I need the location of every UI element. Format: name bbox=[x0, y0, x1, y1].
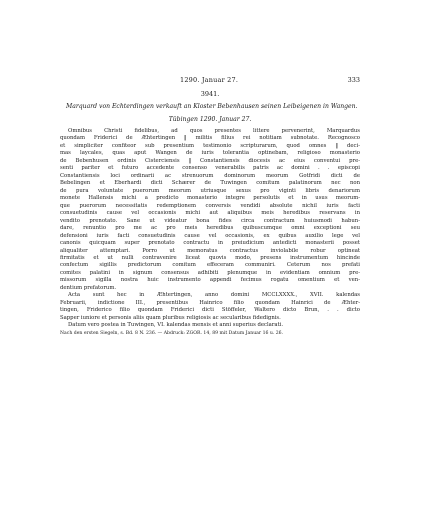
body-text-line: Acta sunt hec in Æhtertingen, anno domini MCCLXXXX., XVII. kalendas bbox=[68, 292, 360, 299]
body-text-line: dentium prefatorum. bbox=[60, 284, 117, 291]
body-text-line: vendito prenotato. Sane ut videatur bona fides circa contractum huiusmodi habun- bbox=[60, 217, 360, 224]
document-number: 3941. bbox=[200, 90, 220, 98]
body-text-line: dare, renuntio pro me ac pro meis heredibus quibuscumque omni exceptioni seu bbox=[60, 225, 360, 232]
body-text-line: tingen, Friderico filio quondam Friderici dicti Stöffeler, Waltero dicto Brun, . . dicto bbox=[60, 307, 360, 314]
body-text-line: Februarii, indictione III., presentibus Hainrico filio quondam Hainrici de Æhter- bbox=[60, 299, 360, 306]
body-text-line: missorum sigilla nostra huic instrumento appendi fecimus rogatu omentium et ven- bbox=[60, 277, 360, 284]
body-text-line: quondam Friderici de Æhtertingen ‖ militis filius rei notitiam subnotate. Recognosco bbox=[60, 135, 360, 142]
body-text-line: confectum sigillis predictorum comitum effeceram communiri. Ceterum nos prefati bbox=[60, 262, 360, 269]
document-summary: Marquard von Echterdingen verkauft an Kloster Bebenhausen seinen Leibeigenen in Wangen. bbox=[66, 103, 358, 110]
body-text-line: aliqualiter attemptari. Porro ut memoratus contractus inviolabile robur optineat bbox=[60, 247, 360, 254]
footnote-line: Nach den ersten Siegeln, s. Bd. 8 N. 236. — Abdruck: ZGOR. 14, 89 mit Datum Januar 16 u. 26. bbox=[60, 330, 284, 336]
body-text-line: mas laycales, quas aput Wangen de iuris tolerantia optinebam, religioso monasterio bbox=[60, 150, 360, 157]
body-text-line: Datum vero postea in Tuwingen, VI. kalendas mensis et anni superius declarati. bbox=[68, 322, 284, 329]
body-text-line: Omnibus Christi fidelibus, ad quos presentes littere pervenerint, Marquardus bbox=[68, 128, 360, 134]
body-text-line: defensioni iuris facti consuetudinis cause vel occasionis, ex quibus auxilio lege vel bbox=[60, 232, 360, 239]
header-date: 1290. Januar 27. bbox=[180, 76, 239, 84]
place-and-date: Tübingen 1290. Januar 27. bbox=[168, 116, 252, 123]
page-number: 333 bbox=[347, 76, 360, 84]
body-text-line: firmitatis et ut nulli contravenire liceat quovis modo, presens instrumentum hincinde bbox=[60, 254, 360, 261]
body-text-line: et simpliciter confiteor sub presentium testimonio scripturarum, quod omnes ‖ deci- bbox=[60, 142, 360, 149]
body-text-line: que puerorum necessitatis redemptionem conversis vendidi absolute nichil iuris facti bbox=[60, 202, 360, 209]
body-text-line: Sapper iuniore et personis aliis quam pluribus religiosis ac secularibus fidedignis. bbox=[60, 314, 281, 321]
body-text-line: monete Hallensis michi a predicto monasterio integre persolutis et in usus meorum- bbox=[60, 195, 360, 202]
body-text-line: canonis quicquam super prenotato contractu in preiudicium antedicti monasterii posset bbox=[60, 240, 360, 247]
body-text-line: Bebelingen et Eberhardi dicti Schærer de Tuwingen comitum palatinorum nec non bbox=[60, 180, 360, 187]
body-text-line: comites palatini in signum consensus adhibiti plenumque in evidentiam omnium pre- bbox=[60, 269, 360, 276]
body-text-line: consuetudinis cause vel occasionis michi aut aliquibus meis heredibus reservans in bbox=[60, 210, 360, 217]
body-text-line: senti pariter et futuro accedente consenso venerabilis patris ac domini . . episcopi bbox=[60, 165, 360, 172]
body-text-line: de pura voluntate puerorum meorum utriusque sexus pro viginti libris denariorum bbox=[60, 187, 360, 194]
body-text-line: de Bebenhusen ordinis Cisterciensis ‖ Constantiensis diocesis ac eius conventui pre- bbox=[60, 157, 360, 164]
page-header bbox=[60, 76, 360, 84]
document-body bbox=[60, 128, 360, 337]
body-text-line: Constantiensis loci ordinarii ac strenuorum dominorum meorum Gotfridi dicti de bbox=[60, 172, 360, 179]
